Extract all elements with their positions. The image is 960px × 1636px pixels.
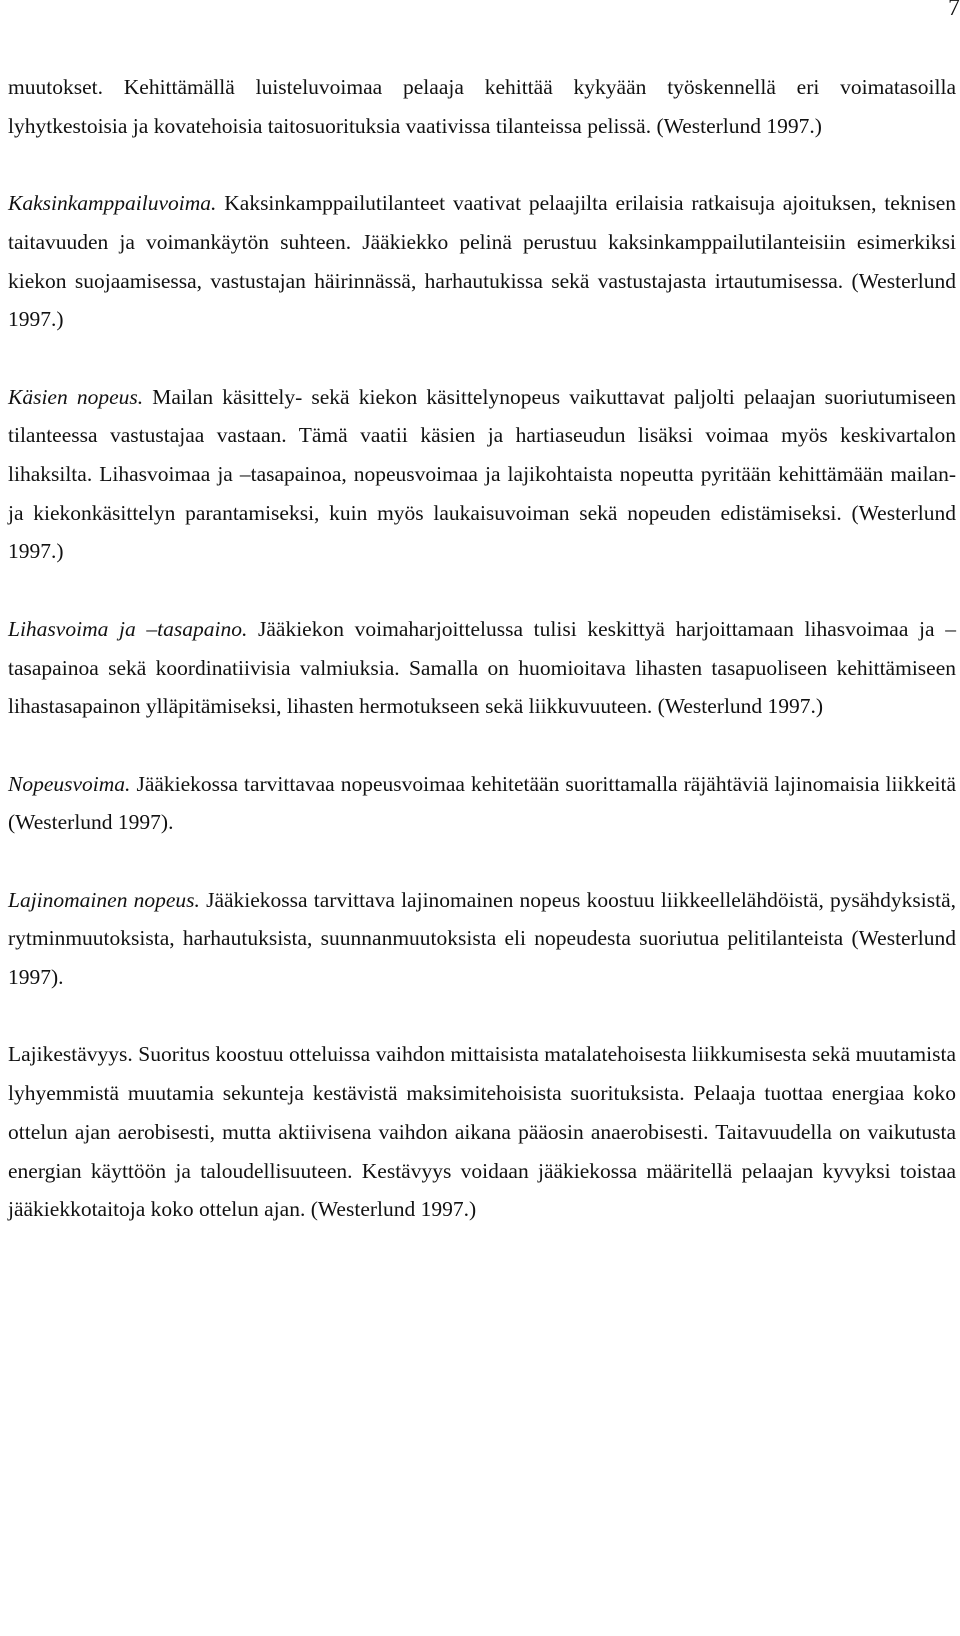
paragraph-nopeusvoima — [8, 765, 956, 842]
paragraph-gap — [8, 339, 956, 378]
document-body — [8, 68, 956, 1229]
paragraph-text: Jääkiekossa tarvittavaa nopeusvoimaa kehitetään suorittamalla räjähtäviä lajinomaisia liikkeitä (Westerlund 1997). — [8, 771, 956, 835]
paragraph-gap — [8, 145, 956, 184]
paragraph-term: Nopeusvoima. — [8, 771, 131, 796]
paragraph-luisteluvoima-ending — [8, 68, 956, 145]
paragraph-lihasvoima — [8, 610, 956, 726]
paragraph-term: Lajinomainen nopeus. — [8, 887, 200, 912]
paragraph-text: Mailan käsittely- sekä kiekon käsittelynopeus vaikuttavat paljolti pelaajan suoriutumiseen tilanteessa vastustajaa vastaan. Tämä vaatii käsien ja hartiaseudun lisäksi voimaa myös keskivartalon lihaksilta. Lihasvoimaa ja –tasapainoa, nopeusvoimaa ja lajikohtaista nopeutta pyritään kehittämään mailan- ja kiekonkäsittelyn parantamiseksi, kuin myös laukaisuvoiman sekä nopeuden edistämiseksi. (Westerlund 1997.) — [8, 384, 956, 564]
paragraph-text: Kaksinkamppailutilanteet vaativat pelaajilta erilaisia ratkaisuja ajoituksen, teknisen taitavuuden ja voimankäytön suhteen. Jääkiekko pelinä perustuu kaksinkamppailutilanteisiin esimerkiksi kiekon suojaamisessa, vastustajan häirinnässä, harhautukissa sekä vastustajasta irtautumisessa. (Westerlund 1997.) — [8, 191, 956, 332]
paragraph-gap — [8, 997, 956, 1036]
paragraph-term: Käsien nopeus. — [8, 384, 144, 409]
paragraph-lajinomainen-nopeus — [8, 881, 956, 997]
paragraph-text: muutokset. Kehittämällä luisteluvoimaa pelaaja kehittää kykyään työskennellä eri voimatasoilla lyhytkestoisia ja kovatehoisia taitosuorituksia vaativissa tilanteissa pelissä. (Westerlund 1997.) — [8, 75, 956, 138]
page-number: 7 — [948, 0, 960, 21]
paragraph-term: Lihasvoima ja –tasapaino. — [8, 616, 248, 641]
paragraph-gap — [8, 842, 956, 881]
paragraph-lajikestavyys — [8, 1035, 956, 1229]
paragraph-kasien-nopeus — [8, 378, 956, 572]
paragraph-gap — [8, 571, 956, 610]
paragraph-text: Lajikestävyys. Suoritus koostuu otteluissa vaihdon mittaisista matalatehoisesta liikkumisesta sekä muutamista lyhyemmistä muutamia sekunteja kestävistä maksimitehoisista suorituksista. Pelaaja tuottaa energiaa koko ottelun ajan aerobisesti, mutta aktiivisena vaihdon aikana pääosin anaerobisesti. Taitavuudella on vaikutusta energian käyttöön ja taloudellisuuteen. Kestävyys voidaan jääkiekossa määritellä pelaajan kyvyksi toistaa jääkiekkotaitoja koko ottelun ajan. (Westerlund 1997.) — [8, 1042, 956, 1222]
paragraph-text: Jääkiekossa tarvittava lajinomainen nopeus koostuu liikkeellelähdöistä, pysähdyksistä, rytminmuutoksista, harhautuksista, suunnanmuutoksista eli nopeudesta suoriutua pelitilanteista (Westerlund 1997). — [8, 887, 956, 990]
paragraph-kaksinkamppailuvoima — [8, 184, 956, 339]
paragraph-text: Jääkiekon voimaharjoittelussa tulisi keskittyä harjoittamaan lihasvoimaa ja –tasapainoa sekä koordinatiivisia valmiuksia. Samalla on huomioitava lihasten tasapuoliseen kehittämiseen lihastasapainon ylläpitämiseksi, lihasten hermotukseen sekä liikkuvuuteen. (Westerlund 1997.) — [8, 616, 956, 719]
paragraph-gap — [8, 726, 956, 765]
paragraph-term: Kaksinkamppailuvoima. — [8, 191, 217, 216]
